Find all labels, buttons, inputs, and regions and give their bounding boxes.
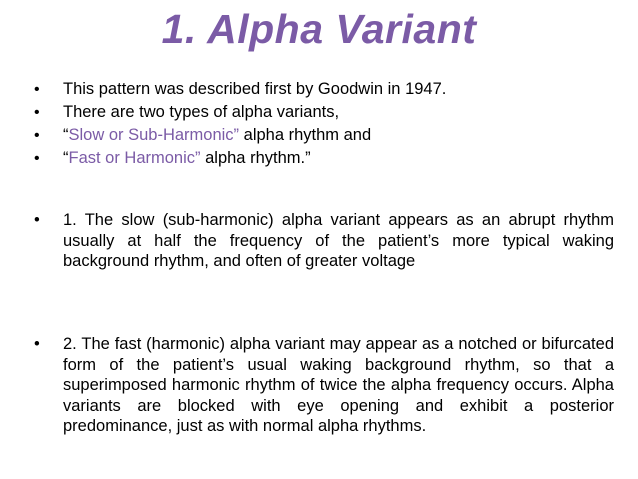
paragraph-text: 1. The slow (sub-harmonic) alpha variant appears as an abrupt rhythm usually at half the frequency of the patient’s more typical waking background rhythm, and often of greater voltage xyxy=(63,211,614,270)
bullet-text: alpha rhythm.” xyxy=(200,149,311,167)
bullet-text: This pattern was described first by Goodwin in 1947. xyxy=(63,80,447,98)
bullet-item-4 xyxy=(34,147,614,170)
bullet-marker: • xyxy=(34,81,40,98)
paragraph-text: 2. The fast (harmonic) alpha variant may appear as a notched or bifurcated form of the patient’s usual waking background rhythm, so that a superimposed harmonic rhythm of twice the alpha frequency occurs. Alpha variants are blocked with eye opening and exhibit a posterior predominance, just as with normal alpha rhythms. xyxy=(63,335,614,435)
bullet-item-3 xyxy=(34,124,614,147)
bullet-list xyxy=(34,78,614,170)
quote-open: “ xyxy=(63,126,69,144)
highlight-fast-harmonic: Fast or Harmonic xyxy=(68,149,196,167)
bullet-item-1 xyxy=(34,78,614,101)
paragraph-slow-variant xyxy=(34,210,614,272)
bullet-marker: • xyxy=(34,104,40,121)
bullet-text: alpha rhythm and xyxy=(239,126,372,144)
bullet-marker: • xyxy=(34,150,40,167)
highlight-slow-subharmonic: Slow or Sub-Harmonic” xyxy=(68,126,240,144)
quote-open: “ xyxy=(63,149,69,167)
bullet-marker: • xyxy=(34,127,40,144)
bullet-marker: • xyxy=(34,335,40,353)
bullet-marker: • xyxy=(34,211,40,229)
bullet-text: There are two types of alpha variants, xyxy=(63,103,340,121)
paragraph-fast-variant xyxy=(34,334,614,437)
slide-title: 1. Alpha Variant xyxy=(161,6,477,52)
bullet-item-2 xyxy=(34,101,614,124)
quote-close: ” xyxy=(195,149,201,167)
